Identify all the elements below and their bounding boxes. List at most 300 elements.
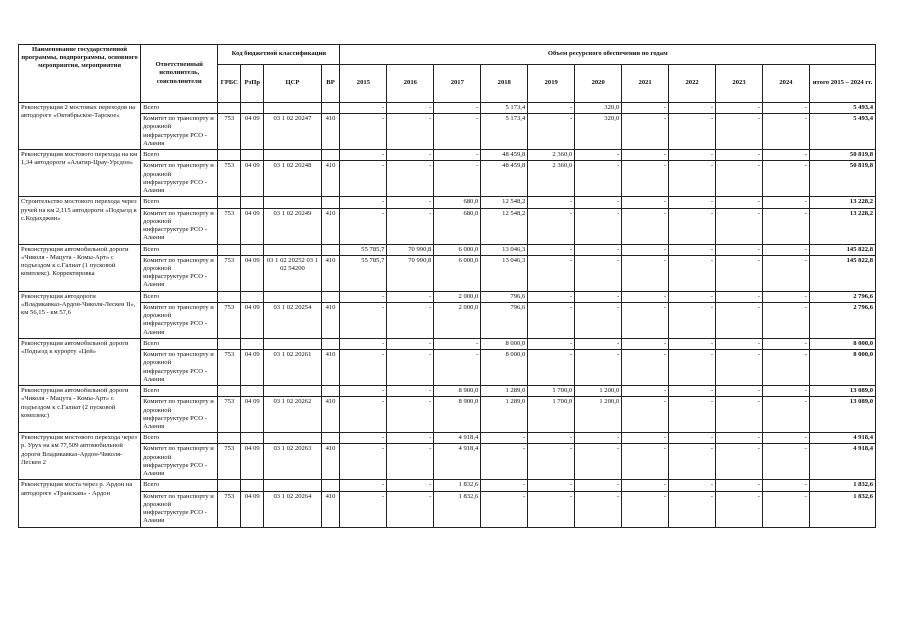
empty-cell (241, 150, 264, 161)
year-value: 13 046,3 (481, 255, 528, 291)
all-value: - (669, 291, 716, 302)
year-value: - (528, 491, 575, 527)
grbs-code: 753 (218, 161, 241, 197)
year-value: - (669, 350, 716, 386)
year-value: - (340, 444, 387, 480)
rzpr-code: 04 09 (241, 444, 264, 480)
year-value: - (763, 491, 810, 527)
empty-cell (321, 103, 340, 114)
year-value: - (575, 302, 622, 338)
all-value: - (716, 197, 763, 208)
grbs-code: 753 (218, 444, 241, 480)
budget-table (18, 44, 876, 528)
all-value: 8 000,0 (481, 338, 528, 349)
row-total: 1 832,6 (809, 491, 875, 527)
grbs-code: 753 (218, 255, 241, 291)
measure-name: Реконструкция автодороги «Владикавказ-Ардон-Чиколя-Лескен II», км 56,15 - км 57,6 (19, 291, 141, 338)
all-value: - (575, 433, 622, 444)
year-value: - (716, 161, 763, 197)
all-value: - (340, 150, 387, 161)
empty-cell (241, 338, 264, 349)
all-value: 70 990,8 (387, 244, 434, 255)
measure-name: Реконструкция мостового перехода на км 1,34 автодороги «Алагир-Црау-Урсдон» (19, 150, 141, 197)
vr-code: 410 (321, 444, 340, 480)
all-value: 5 173,4 (481, 103, 528, 114)
empty-cell (264, 480, 321, 491)
grbs-code: 753 (218, 208, 241, 244)
year-value: - (575, 255, 622, 291)
row-total: 13 089,0 (809, 397, 875, 433)
year-value: 1 200,0 (575, 397, 622, 433)
year-value: 5 173,4 (481, 114, 528, 150)
vr-code: 410 (321, 208, 340, 244)
year-value: - (669, 302, 716, 338)
empty-cell (321, 291, 340, 302)
vr-code: 410 (321, 491, 340, 527)
all-value: - (669, 244, 716, 255)
year-value: - (528, 350, 575, 386)
year-value: - (434, 114, 481, 150)
empty-cell (218, 244, 241, 255)
rzpr-code: 04 09 (241, 491, 264, 527)
year-value: - (763, 161, 810, 197)
year-value: - (763, 114, 810, 150)
year-value: - (340, 161, 387, 197)
all-value: - (528, 291, 575, 302)
all-value: - (528, 338, 575, 349)
all-value: - (575, 244, 622, 255)
all-label: Всего (141, 386, 218, 397)
rzpr-code: 04 09 (241, 114, 264, 150)
year-value: 1 832,6 (434, 491, 481, 527)
empty-cell (321, 338, 340, 349)
all-value: - (716, 244, 763, 255)
year-value: - (575, 491, 622, 527)
all-value: - (716, 103, 763, 114)
all-value: - (716, 386, 763, 397)
table-header (19, 45, 876, 103)
all-value: - (387, 291, 434, 302)
grbs-code: 753 (218, 397, 241, 433)
vr-code: 410 (321, 302, 340, 338)
all-value: - (340, 338, 387, 349)
all-value: - (622, 150, 669, 161)
all-value: - (763, 291, 810, 302)
all-value: 55 785,7 (340, 244, 387, 255)
table-row-total (19, 433, 876, 444)
empty-cell (241, 197, 264, 208)
empty-cell (321, 433, 340, 444)
empty-cell (218, 291, 241, 302)
all-value: - (387, 386, 434, 397)
all-value: 320,0 (575, 103, 622, 114)
header-name: Наименование государственной программы, подпрограммы, основного мероприятия, мероприятия (19, 45, 141, 103)
empty-cell (241, 244, 264, 255)
all-value: - (716, 150, 763, 161)
empty-cell (218, 386, 241, 397)
year-value: - (340, 302, 387, 338)
empty-cell (218, 197, 241, 208)
all-value: - (528, 480, 575, 491)
row-total: 8 000,0 (809, 350, 875, 386)
grbs-code: 753 (218, 491, 241, 527)
year-value: - (669, 397, 716, 433)
year-value: - (669, 208, 716, 244)
header-year: 2018 (481, 65, 528, 103)
all-value: - (340, 103, 387, 114)
measure-name: Реконструкция автомобильной дороги «Чиколя - Мацута - Комы-Арт» с подъездом к с.Галиат (2 пусковой комплекс) (19, 386, 141, 433)
year-value: - (340, 397, 387, 433)
all-value: - (575, 150, 622, 161)
empty-cell (241, 433, 264, 444)
responsible-name: Комитет по транспорту и дорожной инфраструктуре РСО - Алания (141, 302, 218, 338)
all-value: - (716, 480, 763, 491)
empty-cell (218, 433, 241, 444)
year-value: - (575, 350, 622, 386)
all-value: - (763, 338, 810, 349)
header-code-group: Код бюджетной классификации (218, 45, 340, 65)
row-total: 13 228,2 (809, 208, 875, 244)
all-value: - (763, 150, 810, 161)
all-label: Всего (141, 197, 218, 208)
measure-name: Реконструкция автомобильной дороги «Подъезд к курорту «Цей» (19, 338, 141, 385)
all-value: - (387, 338, 434, 349)
responsible-name: Комитет по транспорту и дорожной инфраструктуре РСО - Алания (141, 161, 218, 197)
all-value: - (622, 197, 669, 208)
header-year: 2022 (669, 65, 716, 103)
all-value: - (528, 244, 575, 255)
empty-cell (321, 150, 340, 161)
vr-code: 410 (321, 114, 340, 150)
measure-name: Реконструкция моста через р. Ардон на автодороге «Транскам» - Ардон (19, 480, 141, 527)
all-total: 2 796,6 (809, 291, 875, 302)
year-value: 6 000,0 (434, 255, 481, 291)
year-value: - (763, 302, 810, 338)
csr-code: 03 1 02 20261 (264, 350, 321, 386)
all-value: - (763, 386, 810, 397)
year-value: - (434, 161, 481, 197)
responsible-name: Комитет по транспорту и дорожной инфраструктуре РСО - Алания (141, 444, 218, 480)
header-vr: ВР (321, 65, 340, 103)
all-value: - (434, 338, 481, 349)
empty-cell (321, 197, 340, 208)
year-value: 70 990,8 (387, 255, 434, 291)
year-value: - (481, 491, 528, 527)
all-value: - (387, 197, 434, 208)
year-value: - (716, 350, 763, 386)
year-value: 55 785,7 (340, 255, 387, 291)
csr-code: 03 1 02 20252 03 1 02 54200 (264, 255, 321, 291)
year-value: - (340, 350, 387, 386)
header-total: итого 2015 – 2024 гг. (809, 65, 875, 103)
vr-code: 410 (321, 161, 340, 197)
all-value: - (716, 433, 763, 444)
year-value: - (669, 491, 716, 527)
measure-name: Строительство мостового перехода через ручей на км 2,115 автодороги «Подъезд к с.Кодахджин» (19, 197, 141, 244)
all-label: Всего (141, 150, 218, 161)
header-year: 2021 (622, 65, 669, 103)
table-body (19, 103, 876, 528)
all-value: - (528, 197, 575, 208)
all-value: - (622, 103, 669, 114)
header-year: 2019 (528, 65, 575, 103)
year-value: - (716, 302, 763, 338)
all-value: - (481, 480, 528, 491)
table-row-responsible (19, 208, 876, 244)
all-value: 1 200,0 (575, 386, 622, 397)
row-total: 5 493,4 (809, 114, 875, 150)
header-funding-group: Объем ресурсного обеспечения по годам (340, 45, 876, 65)
row-total: 145 822,8 (809, 255, 875, 291)
csr-code: 03 1 02 20249 (264, 208, 321, 244)
table-row-responsible (19, 444, 876, 480)
year-value: - (387, 491, 434, 527)
all-value: 680,0 (434, 197, 481, 208)
all-value: - (434, 150, 481, 161)
all-value: 796,6 (481, 291, 528, 302)
all-value: 8 900,0 (434, 386, 481, 397)
year-value: - (340, 114, 387, 150)
header-year: 2024 (763, 65, 810, 103)
empty-cell (321, 386, 340, 397)
header-year: 2015 (340, 65, 387, 103)
year-value: 8 000,0 (481, 350, 528, 386)
row-total: 2 796,6 (809, 302, 875, 338)
rzpr-code: 04 09 (241, 208, 264, 244)
all-value: - (622, 291, 669, 302)
all-value: 13 046,3 (481, 244, 528, 255)
year-value: - (528, 255, 575, 291)
table-row-responsible (19, 114, 876, 150)
all-value: - (669, 433, 716, 444)
all-value: - (340, 291, 387, 302)
all-value: - (669, 150, 716, 161)
all-value: 6 000,0 (434, 244, 481, 255)
year-value: - (340, 208, 387, 244)
year-value: - (528, 302, 575, 338)
all-value: - (622, 244, 669, 255)
year-value: 8 900,0 (434, 397, 481, 433)
grbs-code: 753 (218, 114, 241, 150)
all-total: 4 918,4 (809, 433, 875, 444)
all-value: - (387, 103, 434, 114)
empty-cell (264, 291, 321, 302)
all-value: - (763, 103, 810, 114)
year-value: - (716, 397, 763, 433)
all-value: - (575, 291, 622, 302)
all-value: - (340, 480, 387, 491)
all-value: - (622, 338, 669, 349)
vr-code: 410 (321, 350, 340, 386)
table-row-responsible (19, 350, 876, 386)
year-value: - (528, 208, 575, 244)
all-value: - (622, 386, 669, 397)
all-value: - (669, 197, 716, 208)
all-total: 5 493,4 (809, 103, 875, 114)
csr-code: 03 1 02 20262 (264, 397, 321, 433)
year-value: - (387, 302, 434, 338)
table-row-total (19, 386, 876, 397)
all-value: - (669, 103, 716, 114)
empty-cell (264, 244, 321, 255)
all-value: - (763, 433, 810, 444)
header-grbs: ГРБС (218, 65, 241, 103)
all-label: Всего (141, 338, 218, 349)
responsible-name: Комитет по транспорту и дорожной инфраструктуре РСО - Алания (141, 491, 218, 527)
all-value: - (340, 433, 387, 444)
year-value: - (622, 397, 669, 433)
measure-name: Реконструкция автомобильной дороги «Чиколя - Мацута - Комы-Арт» с подъездом к с.Галиат (1 пусковой комплекс). Корректировка (19, 244, 141, 291)
table-row-total (19, 197, 876, 208)
all-total: 13 089,0 (809, 386, 875, 397)
table-row-total (19, 480, 876, 491)
empty-cell (218, 480, 241, 491)
year-value: - (481, 444, 528, 480)
empty-cell (264, 103, 321, 114)
empty-cell (218, 338, 241, 349)
all-value: - (340, 197, 387, 208)
year-value: - (387, 161, 434, 197)
empty-cell (264, 386, 321, 397)
year-value: - (387, 114, 434, 150)
year-value: - (340, 491, 387, 527)
year-value: - (669, 114, 716, 150)
header-year: 2020 (575, 65, 622, 103)
year-value: - (575, 208, 622, 244)
all-value: - (669, 480, 716, 491)
row-total: 4 918,4 (809, 444, 875, 480)
csr-code: 03 1 02 20254 (264, 302, 321, 338)
year-value: - (434, 350, 481, 386)
table-row-total (19, 338, 876, 349)
all-value: - (763, 480, 810, 491)
year-value: - (387, 350, 434, 386)
year-value: 48 459,8 (481, 161, 528, 197)
all-label: Всего (141, 433, 218, 444)
year-value: - (528, 444, 575, 480)
all-total: 145 822,8 (809, 244, 875, 255)
empty-cell (321, 480, 340, 491)
year-value: - (622, 491, 669, 527)
year-value: - (716, 114, 763, 150)
year-value: - (622, 114, 669, 150)
year-value: - (669, 161, 716, 197)
all-value: 4 918,4 (434, 433, 481, 444)
grbs-code: 753 (218, 350, 241, 386)
all-value: 12 548,2 (481, 197, 528, 208)
year-value: 320,0 (575, 114, 622, 150)
all-value: - (575, 197, 622, 208)
year-value: 12 548,2 (481, 208, 528, 244)
vr-code: 410 (321, 397, 340, 433)
all-total: 1 832,6 (809, 480, 875, 491)
empty-cell (264, 338, 321, 349)
table-row-responsible (19, 397, 876, 433)
all-value: - (528, 103, 575, 114)
empty-cell (218, 103, 241, 114)
year-value: - (716, 491, 763, 527)
empty-cell (321, 244, 340, 255)
year-value: - (387, 397, 434, 433)
all-value: 2 360,0 (528, 150, 575, 161)
header-rzpr: РзПр (241, 65, 264, 103)
all-label: Всего (141, 291, 218, 302)
year-value: - (622, 302, 669, 338)
header-responsible: Ответственный исполнитель, соисполнители (141, 45, 218, 103)
responsible-name: Комитет по транспорту и дорожной инфраструктуре РСО - Алания (141, 350, 218, 386)
empty-cell (264, 433, 321, 444)
rzpr-code: 04 09 (241, 161, 264, 197)
row-total: 50 819,8 (809, 161, 875, 197)
all-value: - (481, 433, 528, 444)
rzpr-code: 04 09 (241, 397, 264, 433)
empty-cell (241, 103, 264, 114)
empty-cell (218, 150, 241, 161)
empty-cell (241, 386, 264, 397)
year-value: 2 000,0 (434, 302, 481, 338)
table-row-total (19, 291, 876, 302)
year-value: - (716, 255, 763, 291)
header-year: 2023 (716, 65, 763, 103)
table-row-responsible (19, 302, 876, 338)
table-row-total (19, 103, 876, 114)
all-value: - (528, 433, 575, 444)
grbs-code: 753 (218, 302, 241, 338)
year-value: - (622, 350, 669, 386)
all-label: Всего (141, 244, 218, 255)
year-value: - (716, 444, 763, 480)
all-value: - (716, 291, 763, 302)
year-value: 4 918,4 (434, 444, 481, 480)
measure-name: Реконструкция мостового перехода через р. Урух на км 77,509 автомобильной дороги Владикавказ-Ардон-Чиколя-Лескен 2 (19, 433, 141, 480)
csr-code: 03 1 02 20263 (264, 444, 321, 480)
year-value: - (763, 208, 810, 244)
all-value: - (387, 480, 434, 491)
year-value: - (763, 350, 810, 386)
responsible-name: Комитет по транспорту и дорожной инфраструктуре РСО - Алания (141, 114, 218, 150)
all-value: - (434, 103, 481, 114)
year-value: - (763, 444, 810, 480)
table-row-total (19, 150, 876, 161)
all-label: Всего (141, 103, 218, 114)
all-value: - (669, 338, 716, 349)
year-value: - (716, 208, 763, 244)
header-year: 2017 (434, 65, 481, 103)
all-value: - (622, 433, 669, 444)
empty-cell (241, 291, 264, 302)
rzpr-code: 04 09 (241, 302, 264, 338)
vr-code: 410 (321, 255, 340, 291)
all-value: - (763, 244, 810, 255)
all-value: - (575, 338, 622, 349)
year-value: - (669, 255, 716, 291)
table-row-total (19, 244, 876, 255)
all-value: - (575, 480, 622, 491)
year-value: 1 700,0 (528, 397, 575, 433)
csr-code: 03 1 02 20248 (264, 161, 321, 197)
all-value: 1 832,6 (434, 480, 481, 491)
year-value: - (622, 444, 669, 480)
rzpr-code: 04 09 (241, 255, 264, 291)
year-value: - (528, 114, 575, 150)
all-value: - (387, 150, 434, 161)
measure-name: Реконструкция 2 мостовых переходов на автодороге «Октябрьское-Тарское» (19, 103, 141, 150)
all-value: 2 000,0 (434, 291, 481, 302)
year-value: - (763, 397, 810, 433)
all-label: Всего (141, 480, 218, 491)
year-value: - (669, 444, 716, 480)
year-value: - (387, 444, 434, 480)
